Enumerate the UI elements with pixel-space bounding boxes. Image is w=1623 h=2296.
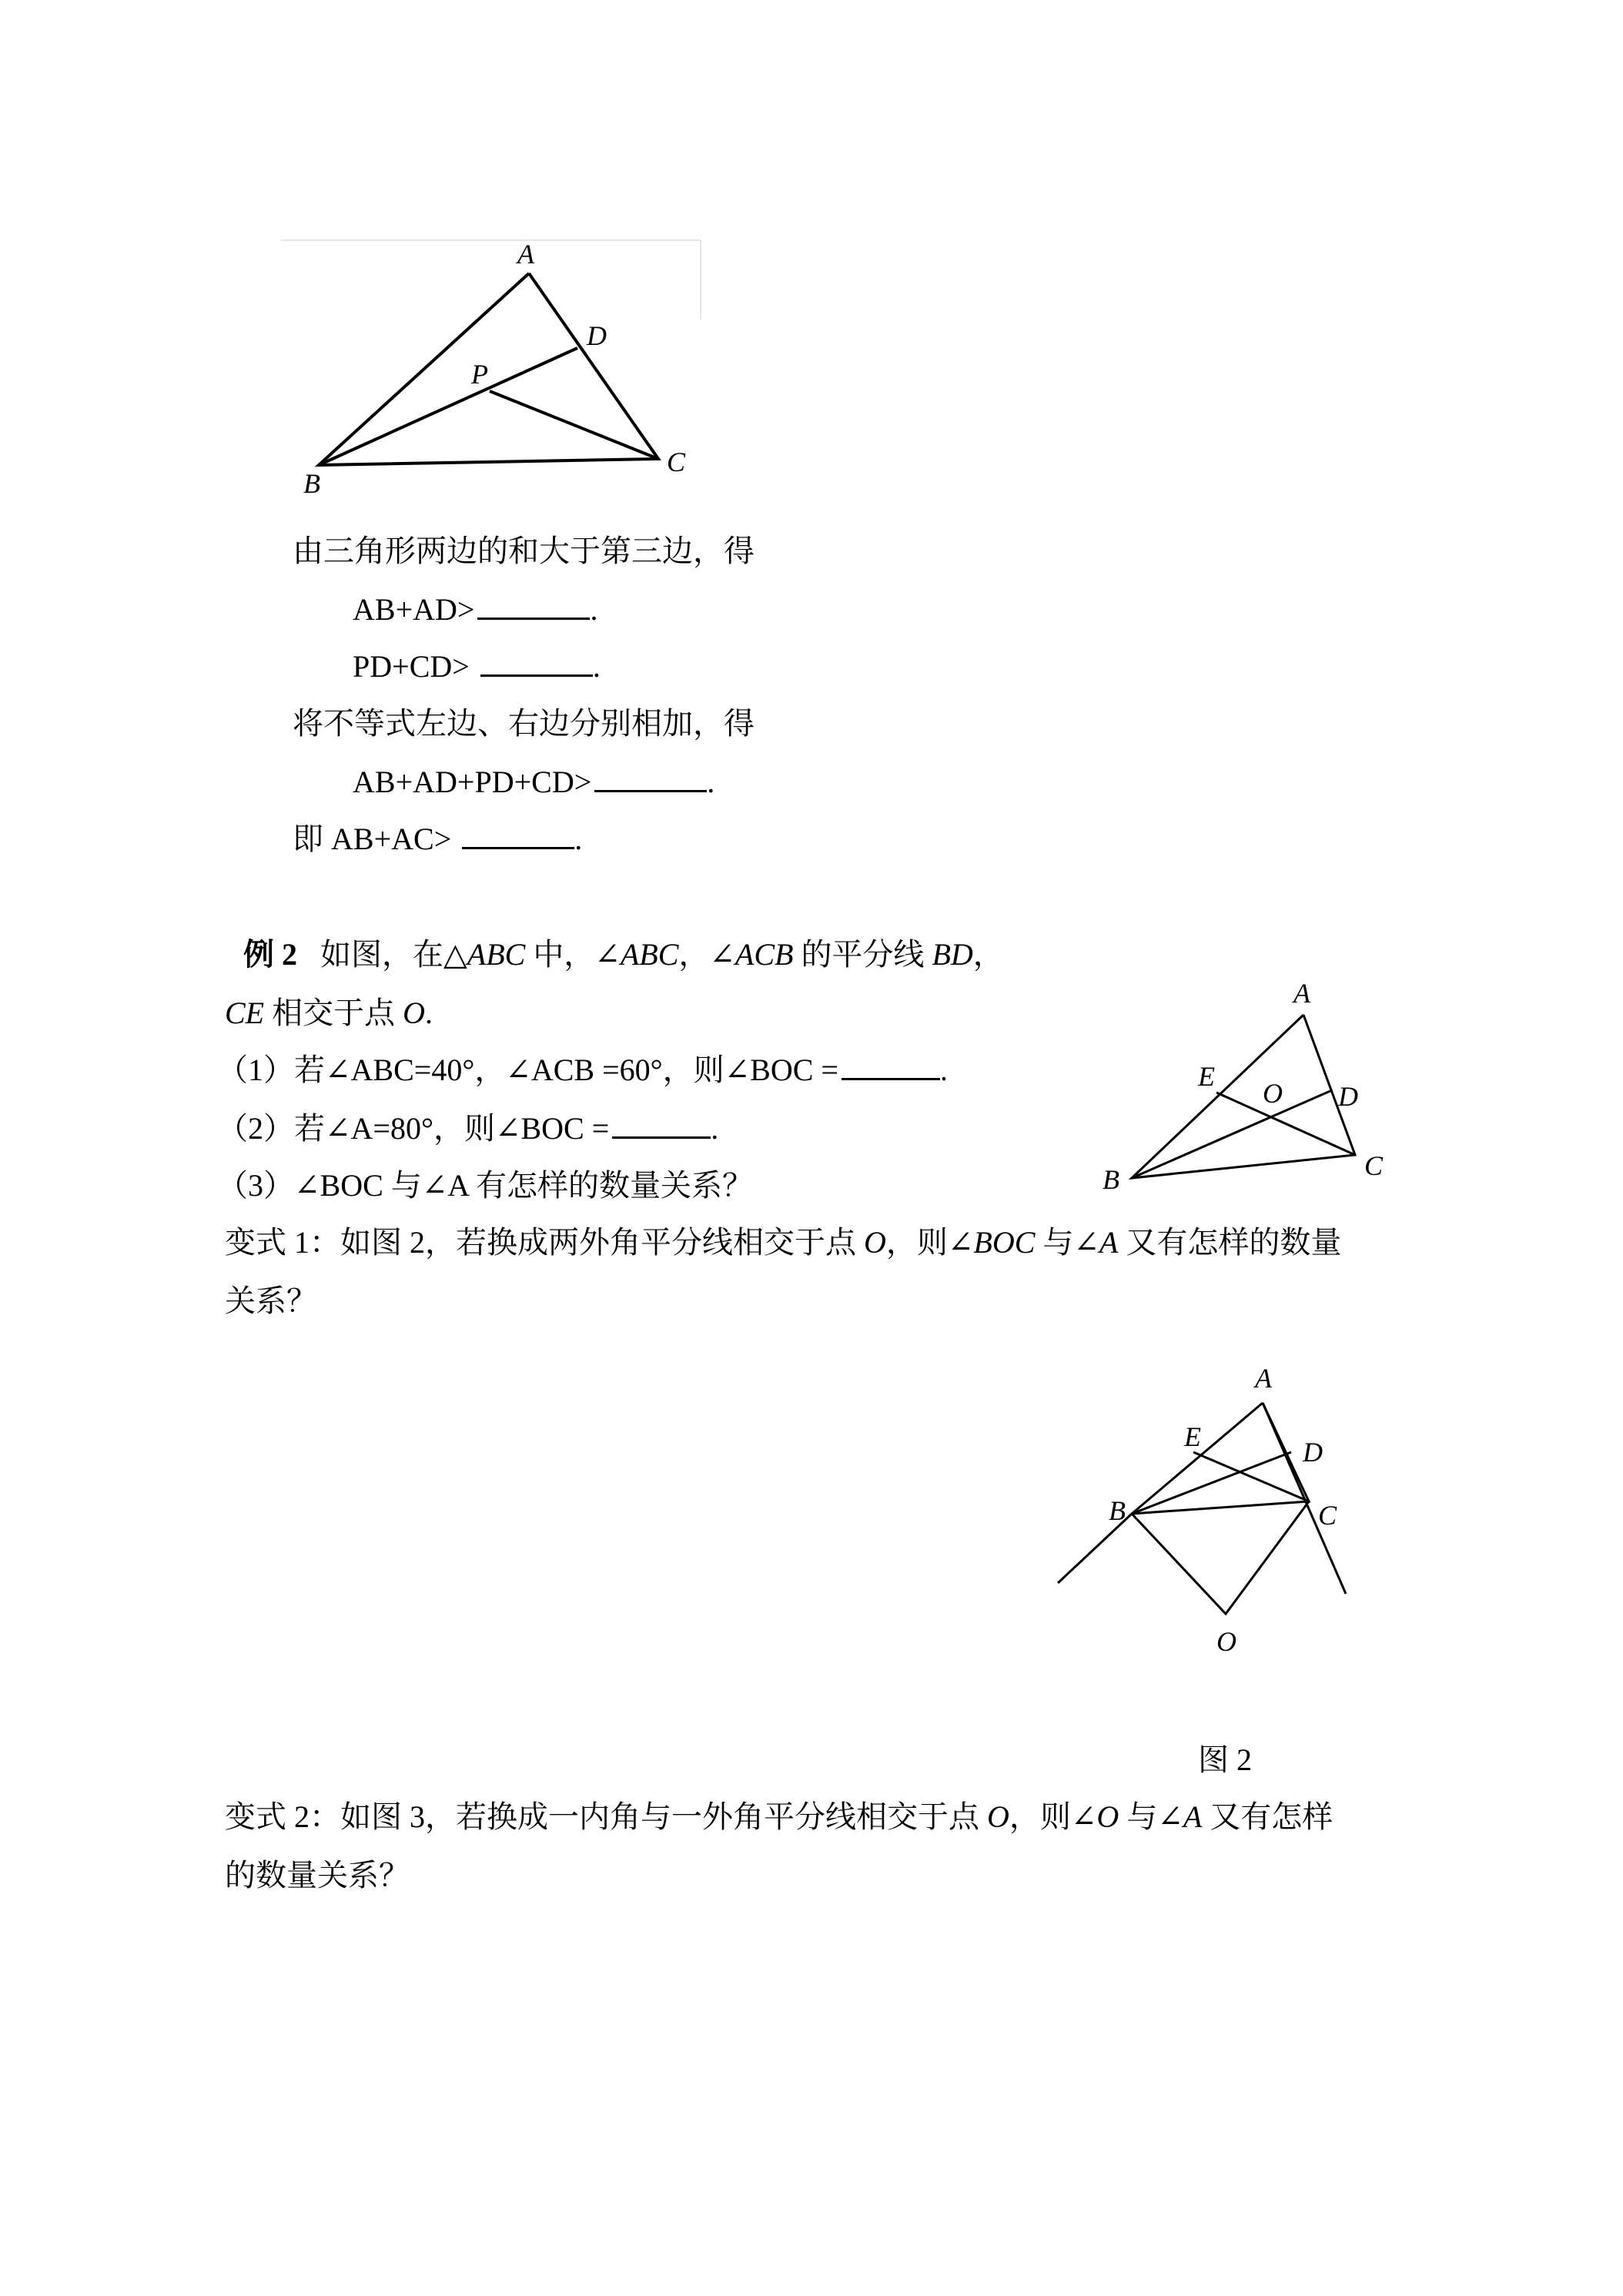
proof-ineq4-text: 即 AB+AC> (293, 822, 452, 856)
figure3-label-a: A (1255, 1363, 1272, 1394)
figure2-label-c: C (1364, 1150, 1384, 1181)
proof-intro: 由三角形两边的和大于第三边，得 (293, 534, 755, 568)
example2-text: ， (972, 937, 1004, 972)
variant2-line2: 的数量关系？ (225, 1858, 410, 1893)
example2-q3: （3）∠BOC 与∠A 有怎样的数量关系？ (217, 1168, 753, 1203)
period: . (592, 649, 601, 684)
figure3-label-d: D (1303, 1437, 1323, 1468)
variant1-text: ，则∠ (885, 1225, 974, 1260)
proof-ineq1-text: AB+AD> (353, 592, 475, 627)
period: . (574, 822, 583, 856)
variant2-var: O (1096, 1799, 1119, 1834)
variant2-text: ，则∠ (1009, 1799, 1097, 1834)
variant2-text: 变式 2：如图 3，若换成一内角与一外角平分线相交于点 (225, 1799, 979, 1834)
figure3-label-b: B (1109, 1495, 1126, 1526)
variant2-text: 与∠ (1126, 1799, 1183, 1834)
example2-text: . (425, 996, 433, 1030)
figure2-label-e: E (1198, 1061, 1215, 1092)
figure1-label-b: B (303, 468, 320, 499)
variant1-var: O (864, 1225, 886, 1260)
example2-var: ABC (467, 937, 526, 972)
variant1-line2: 关系？ (225, 1284, 317, 1318)
variant2-var: O (987, 1799, 1009, 1834)
period: . (711, 1111, 719, 1146)
figure3-label-c: C (1318, 1500, 1337, 1531)
figure1-label-d: D (587, 320, 607, 351)
figure1-label-a: A (517, 239, 534, 269)
example2-q2-text: （2）若∠A=80°，则∠BOC = (217, 1111, 610, 1146)
figure-caption: 图 2 (1198, 1742, 1252, 1777)
variant2-line1 (225, 1799, 1333, 1836)
figure2-label-d: D (1338, 1081, 1358, 1112)
example2-var: ABC (620, 937, 679, 972)
period: . (939, 1053, 948, 1087)
example2-var: O (403, 996, 426, 1030)
example2-text: 中，∠ (533, 937, 621, 972)
example2-text: 如图，在△ (320, 937, 467, 972)
example2-var: BD (932, 937, 973, 972)
example2-text: 相交于点 (272, 996, 396, 1030)
variant1-var: BOC (973, 1225, 1036, 1260)
proof-ineq2-text: PD+CD> (353, 649, 470, 684)
variant1-text: 变式 1：如图 2，若换成两外角平分线相交于点 (225, 1225, 856, 1260)
example2-q1-text: （1）若∠ABC=40°，∠ACB =60°，则∠BOC = (217, 1053, 838, 1087)
figure2-label-o: O (1263, 1078, 1283, 1109)
figure3-label-o: O (1216, 1626, 1236, 1657)
variant1-text: 又有怎样的数量 (1126, 1225, 1342, 1260)
example2-text: ，∠ (678, 937, 735, 972)
variant1-var: A (1099, 1225, 1119, 1260)
example2-var: CE (225, 996, 265, 1030)
figure1-label-c: C (667, 447, 686, 477)
variant2-var: A (1183, 1799, 1203, 1834)
proof-ineq3-text: AB+AD+PD+CD> (353, 765, 592, 799)
period: . (590, 592, 598, 627)
example2-text: 的平分线 (801, 937, 925, 972)
variant1-text: 与∠ (1042, 1225, 1099, 1260)
figure2-label-a: A (1293, 978, 1310, 1009)
figure1-label-p: P (471, 359, 488, 390)
figure3-label-e: E (1184, 1421, 1201, 1452)
example2-var: ACB (735, 937, 794, 972)
variant2-text: 又有怎样 (1210, 1799, 1334, 1834)
figure2-label-b: B (1103, 1164, 1119, 1195)
example2-label: 例 2 (243, 937, 297, 972)
proof-add-line: 将不等式左边、右边分别相加，得 (293, 706, 755, 741)
period: . (707, 765, 715, 799)
